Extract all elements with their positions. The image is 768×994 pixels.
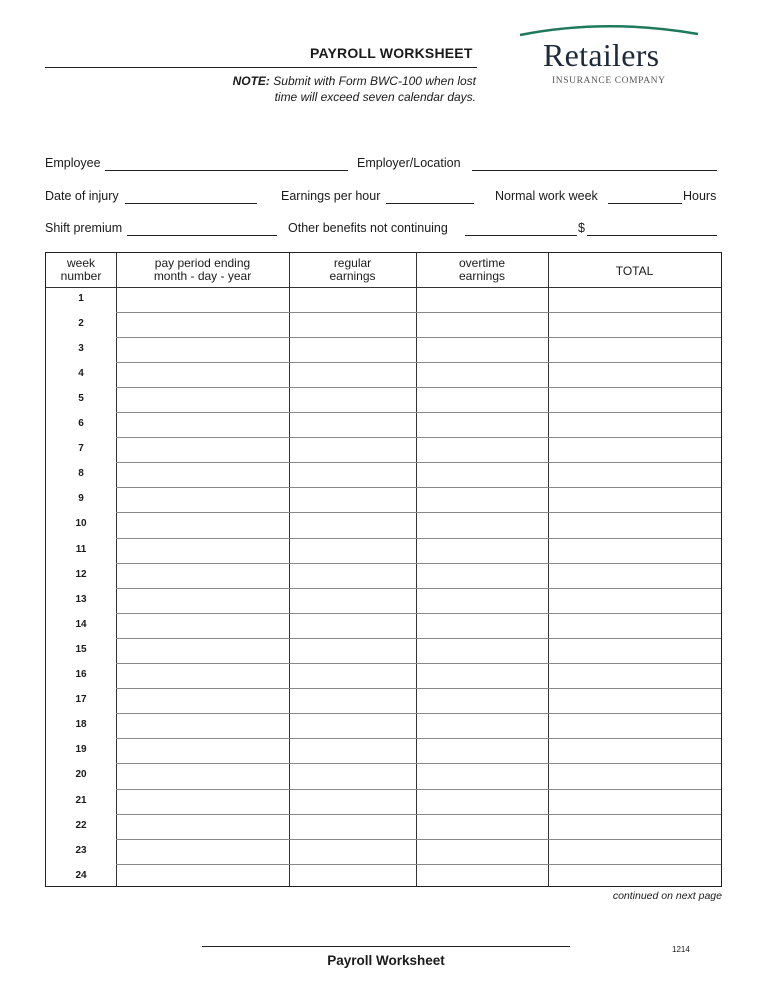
header-week-line-2: number [60,269,102,283]
earnings-per-hour-field[interactable] [386,203,474,204]
week-number: 17 [75,694,87,706]
week-number: 11 [75,543,87,555]
header-pay-period-ending [116,257,289,283]
table-row [116,789,721,790]
table-row [116,462,721,463]
date-of-injury-field[interactable] [125,203,257,204]
table-row [116,814,721,815]
column-divider [289,253,290,886]
table-row [116,688,721,689]
header-overtime-line-2: earnings [458,269,506,283]
date-of-injury-label: Date of injury [45,189,119,203]
week-number: 14 [75,618,87,630]
header-regular-earnings [289,257,416,283]
header-week-line-1: week [66,256,95,270]
note-text-line-1: Submit with Form BWC-100 when lost [273,74,476,88]
week-number: 21 [75,794,87,806]
company-logo [516,20,702,90]
column-divider [416,253,417,886]
employee-label: Employee [45,156,101,170]
week-number: 3 [78,342,84,354]
note-text-line-2: time will exceed seven calendar days. [274,90,476,104]
header-overtime-earnings [416,257,548,283]
week-number: 16 [75,669,87,680]
table-row [116,412,721,413]
employer-location-label: Employer/Location [357,156,461,170]
week-number: 1 [78,292,84,304]
table-row [116,613,721,614]
shift-premium-label: Shift premium [45,221,123,235]
header-regular-line-1: regular [333,256,372,270]
header-week-number [46,257,116,283]
header-pay-line-2: month - day - year [153,269,252,283]
other-benefits-label: Other benefits not continuing [288,221,448,235]
footer-title: Payroll Worksheet [327,953,445,968]
note [200,73,476,105]
shift-premium-field[interactable] [127,235,277,236]
table-row [116,839,721,840]
table-row [116,512,721,513]
table-row [116,312,721,313]
week-number: 5 [78,392,84,404]
week-number: 20 [75,769,87,781]
footer-rule [202,946,570,947]
week-number: 22 [75,819,87,831]
table-row [116,588,721,589]
week-number: 9 [78,493,84,505]
normal-work-week-label: Normal work week [495,189,598,203]
header-divider [46,287,721,288]
title-rule [45,67,477,68]
week-number: 8 [78,468,84,480]
header-overtime-line-1: overtime [458,256,505,270]
continued-note: continued on next page [612,890,722,902]
employee-field[interactable] [105,170,348,171]
week-number: 24 [75,869,87,881]
header-regular-line-2: earnings [329,269,376,283]
table-row [116,864,721,865]
earnings-per-hour-label: Earnings per hour [281,189,381,203]
week-number: 18 [75,719,87,731]
table-row [116,387,721,388]
header-pay-line-1: pay period ending [154,256,251,270]
table-row [116,763,721,764]
page-title: PAYROLL WORKSHEET [310,45,473,61]
week-number: 15 [75,643,87,655]
week-number: 7 [78,443,84,455]
week-number: 2 [78,317,84,329]
table-row [116,538,721,539]
table-row [116,337,721,338]
week-number: 13 [75,593,87,605]
table-row [116,437,721,438]
normal-work-week-field[interactable] [608,203,682,204]
logo-subtitle: INSURANCE COMPANY [552,76,666,86]
week-number: 4 [78,367,84,379]
table-row [116,663,721,664]
dollar-label: $ [578,221,585,235]
table-row [116,738,721,739]
week-number: 23 [75,844,87,856]
note-label: NOTE: [232,74,270,88]
column-divider [548,253,549,886]
hours-label: Hours [683,189,717,203]
logo-name: Retailers [543,37,660,73]
table-row [116,487,721,488]
column-divider [116,253,117,886]
table-row [116,713,721,714]
table-row [116,563,721,564]
week-number: 12 [75,568,87,580]
employer-location-field[interactable] [472,170,717,171]
week-number: 10 [75,518,87,530]
week-number: 6 [78,418,84,429]
payroll-table [45,252,722,887]
other-benefits-field[interactable] [465,235,577,236]
table-row [116,638,721,639]
table-row [116,362,721,363]
dollar-amount-field[interactable] [587,235,717,236]
header-total: TOTAL [615,264,654,278]
week-number: 19 [75,744,87,756]
form-number: 1214 [672,945,690,954]
